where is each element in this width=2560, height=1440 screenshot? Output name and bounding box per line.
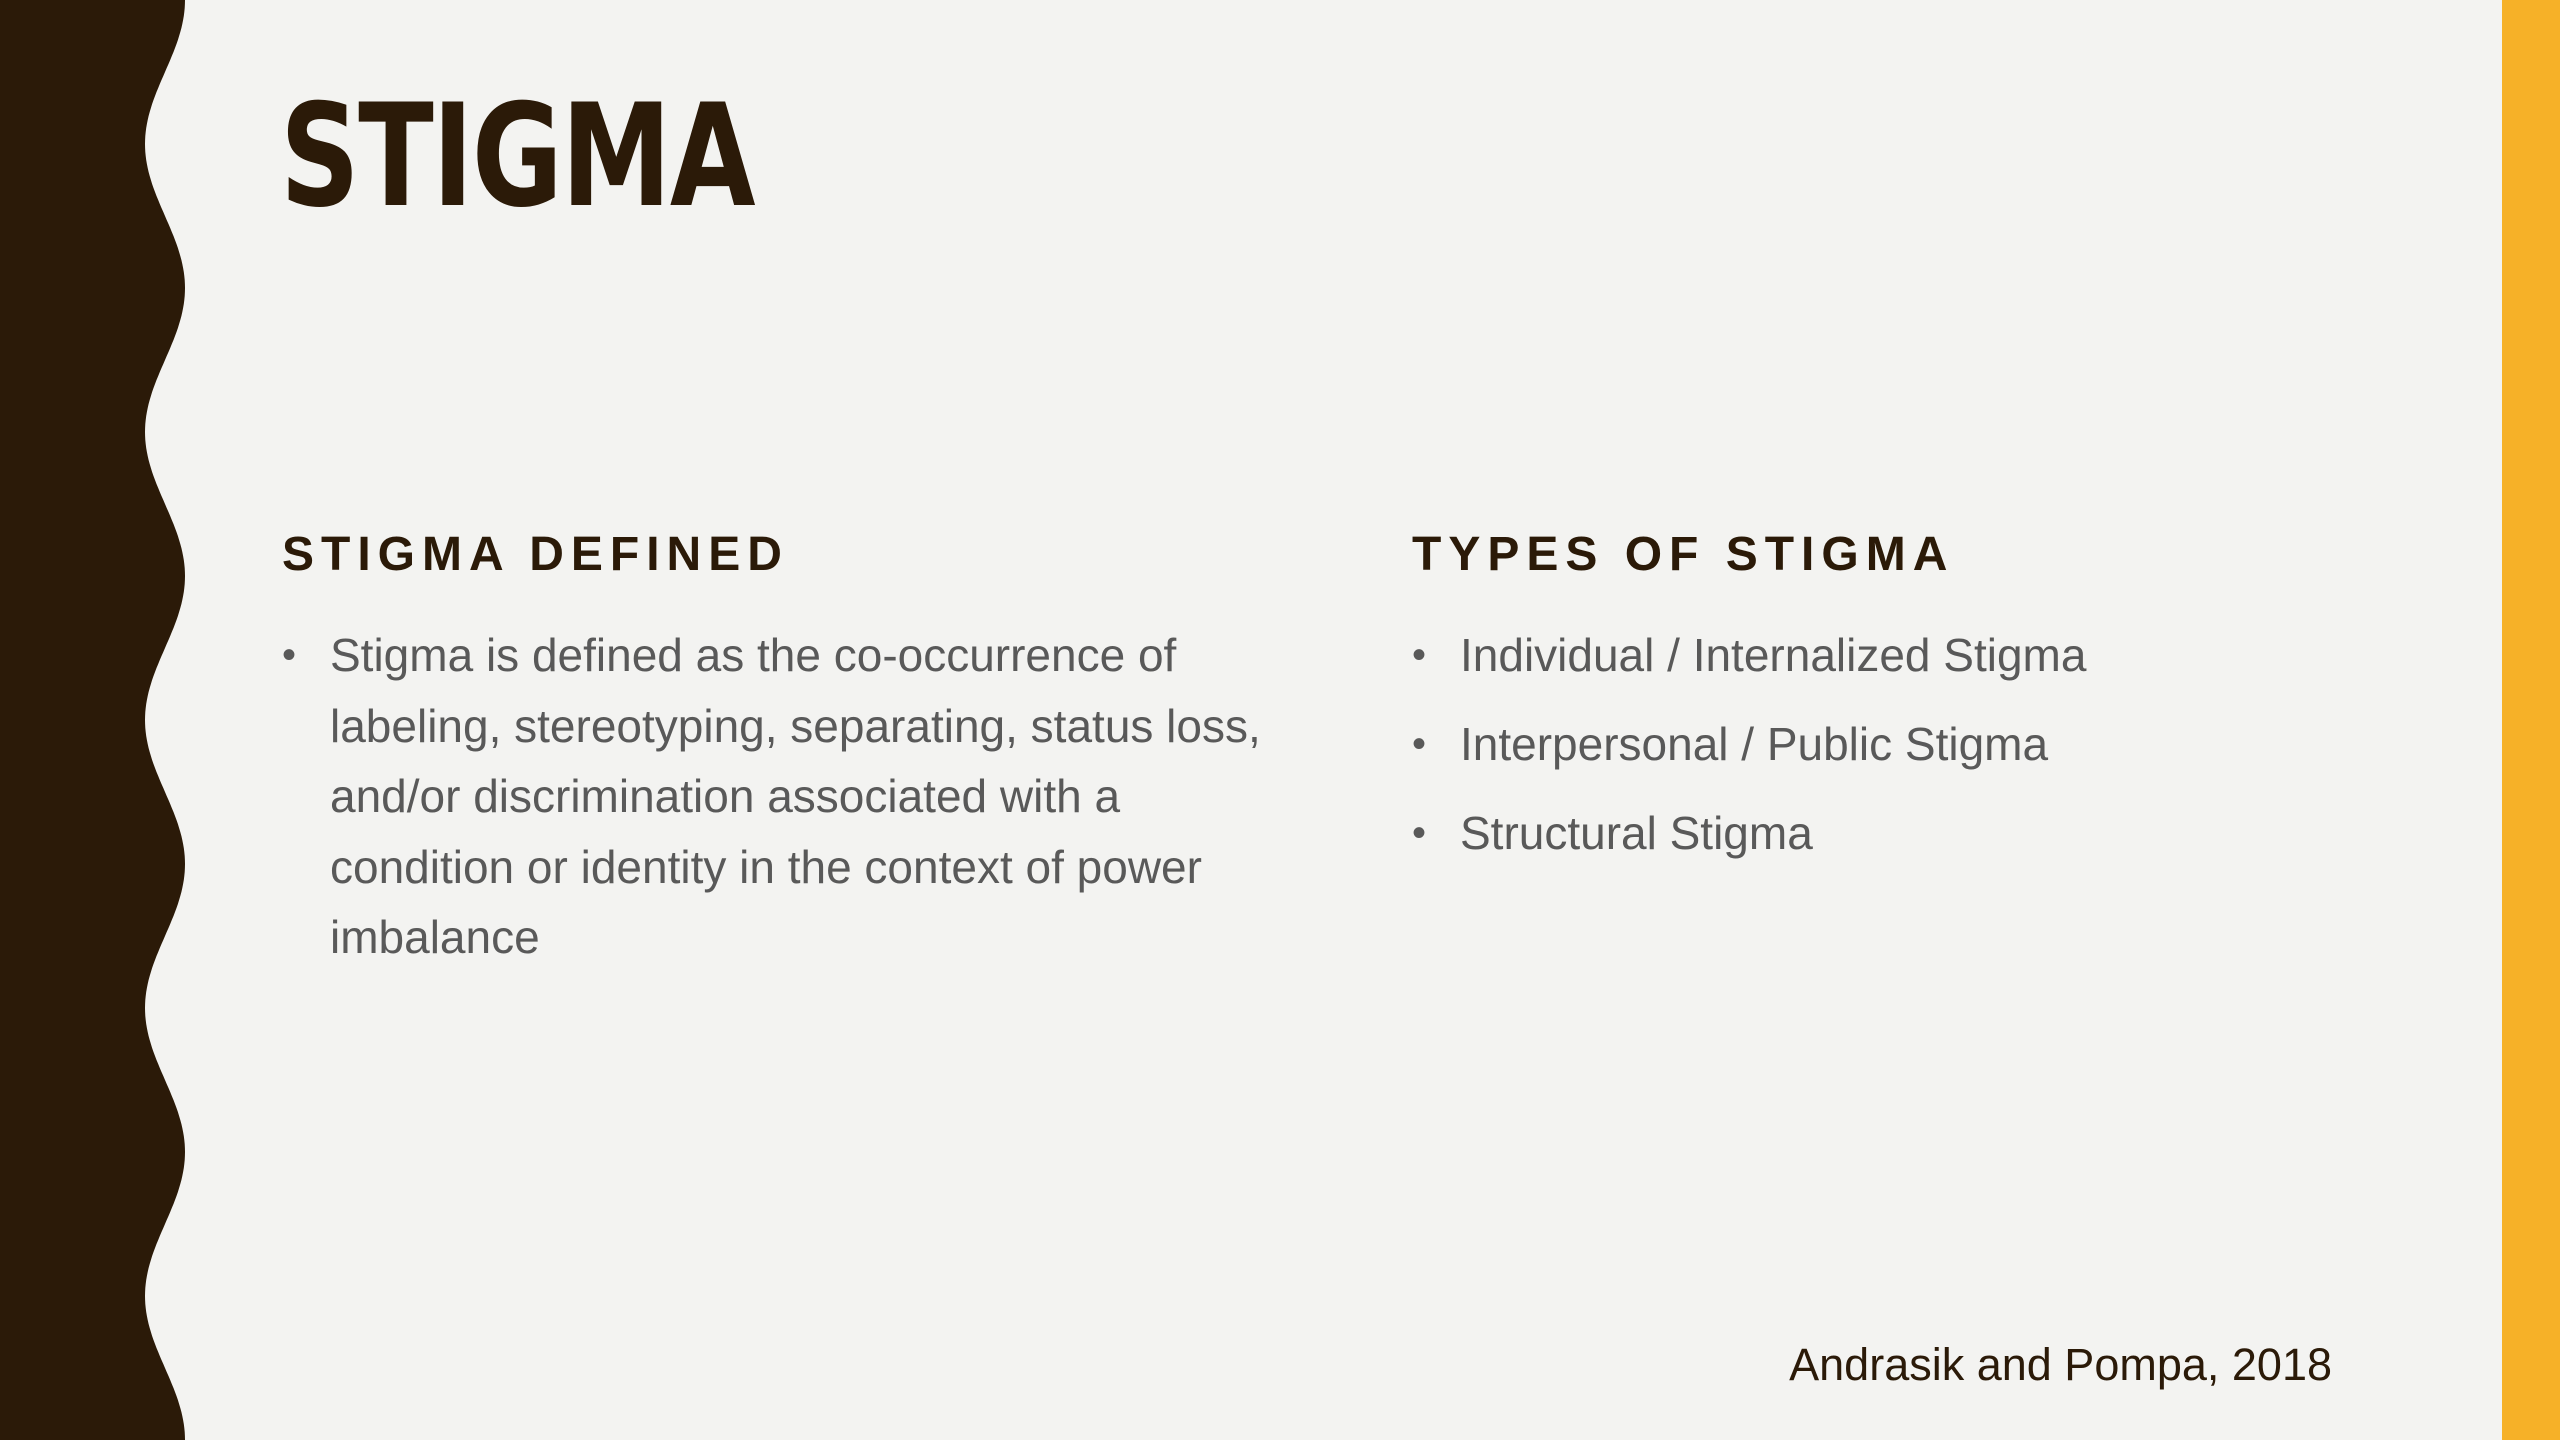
bullet-item (1412, 798, 2412, 868)
bullet-icon: • (282, 633, 297, 677)
citation: Andrasik and Pompa, 2018 (1789, 1339, 2332, 1390)
slide-title: STIGMA (280, 74, 755, 239)
bullet-item (1412, 709, 2412, 779)
left-column-heading: STIGMA DEFINED (282, 528, 789, 581)
bullet-icon: • (1412, 633, 1427, 677)
bullet-item (282, 620, 1272, 973)
right-column-bullets (1412, 620, 2412, 887)
bullet-text: Stigma is defined as the co-occurrence of labeling, stereotyping, separating, status loss, and/or discrimination associated with a condition or identity in the context of power imbalance (330, 629, 1261, 963)
wave-shape (0, 0, 185, 1440)
bullet-text: Structural Stigma (1460, 807, 1813, 859)
wavy-left-border (0, 0, 200, 1440)
right-column-heading: TYPES OF STIGMA (1412, 528, 1955, 581)
accent-bar (2502, 0, 2560, 1440)
bullet-text: Individual / Internalized Stigma (1460, 629, 2087, 681)
bullet-icon: • (1412, 811, 1427, 855)
bullet-item (1412, 620, 2412, 690)
bullet-icon: • (1412, 722, 1427, 766)
bullet-text: Interpersonal / Public Stigma (1460, 718, 2049, 770)
left-column-bullets (282, 620, 1272, 973)
